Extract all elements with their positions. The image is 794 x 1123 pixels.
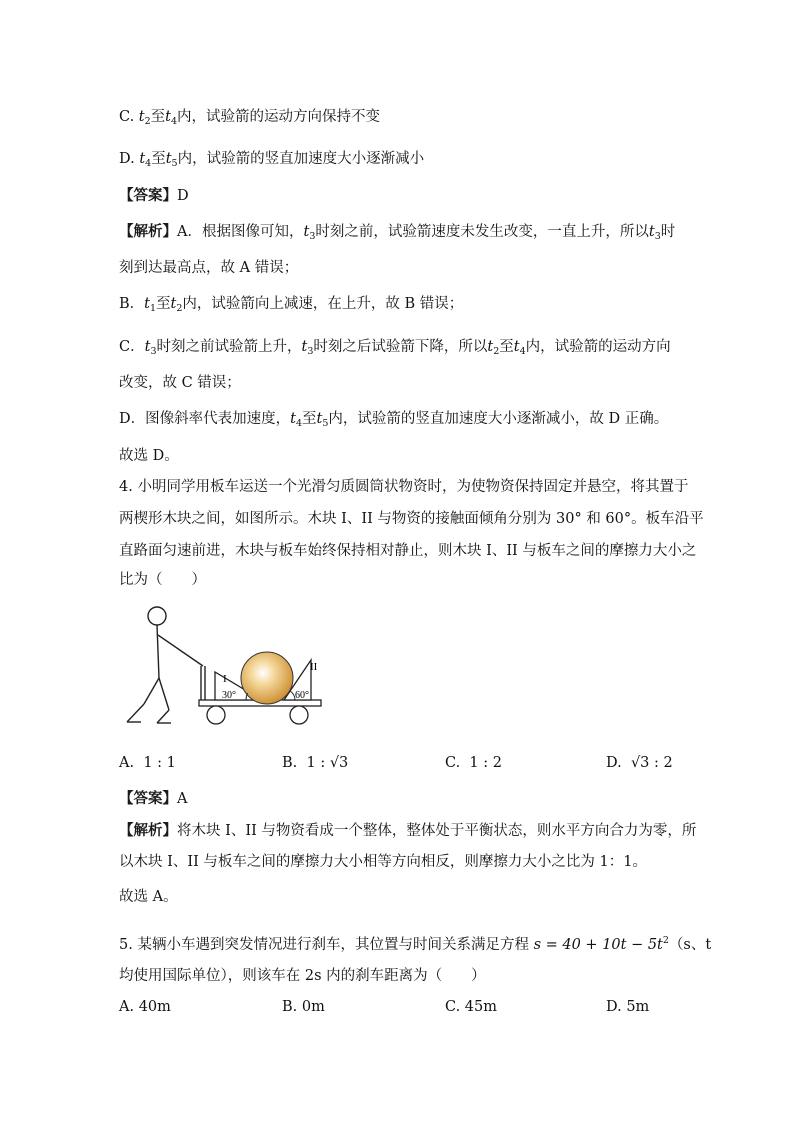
person-figure: [127, 607, 203, 723]
q5-stem-line2: 均使用国际单位），则该车在 2s 内的刹车距离为（ ）: [119, 968, 486, 984]
label-block-1: I: [223, 673, 227, 685]
q3-analysis-d: D．图像斜率代表加速度，$t_4$至$t_5$内，试验箭的竖直加速度大小逐渐减小，故 D 正确。: [119, 411, 669, 429]
q4-figure: [119, 600, 329, 740]
q4-analysis-line1: 【解析】将木块 I、II 与物资看成一个整体，整体处于平衡状态，则水平方向合力为零，所: [119, 822, 697, 839]
q4-stem-line4: 比为（ ）: [119, 572, 206, 588]
q4-option-c: C. 1 : 2: [445, 755, 502, 771]
answer-value: D: [177, 188, 189, 204]
label-angle-2: 60°: [295, 690, 309, 701]
q3-conclusion: 故选 D。: [119, 448, 179, 464]
wheel-right: [290, 706, 308, 724]
label-angle-1: 30°: [222, 690, 236, 701]
q4-stem-line3: 直路面匀速前进，木块与板车始终保持相对静止，则木块 I、II 与板车之间的摩擦力大小之: [119, 543, 697, 559]
q3-analysis-c-line2: 改变，故 C 错误；: [119, 375, 241, 391]
q5-option-a: A. 40m: [119, 999, 171, 1015]
q5-stem-line1: 5. 某辆小车遇到突发情况进行刹车，其位置与时间关系满足方程 $s = 40 + 10t - 5t^2(s$、t: [119, 935, 712, 953]
wheel-left: [207, 706, 225, 724]
answer-tag: 【答案】: [119, 187, 177, 204]
q3-option-d: D. $t_4$至$t_5$内，试验箭的竖直加速度大小逐渐减小: [119, 151, 425, 169]
q5-option-b: B. 0m: [282, 999, 325, 1015]
cart-diagram: [119, 600, 329, 740]
q4-analysis-line2: 以木块 I、II 与板车之间的摩擦力大小相等方向相反，则摩擦力大小之比为 1：1。: [119, 854, 647, 870]
q3-analysis-c-line1: C．$t_3$时刻之前试验箭上升，$t_3$时刻之后试验箭下降，所以$t_2$至$t_4$内，试验箭的运动方向: [119, 339, 671, 357]
q4-stem-line1: 4. 小明同学用板车运送一个光滑匀质圆筒状物资时，为使物资保持固定并悬空，将其置于: [119, 479, 689, 495]
q4-option-d: D. √3 : 2: [606, 755, 673, 771]
q3-analysis-a-line1: 【解析】A．根据图像可知，$t_3$时刻之前，试验箭速度未发生改变，一直上升，所以$t_3$时: [119, 223, 676, 242]
q3-answer: [119, 186, 189, 206]
q5-option-d: D. 5m: [606, 999, 650, 1015]
q4-option-b: B. 1 : √3: [282, 755, 349, 771]
q5-equation: s = 40 + 10t − 5t: [533, 937, 663, 953]
q4-stem-line2: 两楔形木块之间，如图所示。木块 I、II 与物资的接触面倾角分别为 30° 和 60°。板车沿平: [119, 511, 704, 527]
q3-option-c: C. $t_2$至$t_4$内，试验箭的运动方向保持不变: [119, 109, 381, 127]
q3-analysis-b: B．$t_1$至$t_2$内，试验箭向上减速，在上升，故 B 错误；: [119, 296, 464, 314]
cylinder-cargo: [241, 652, 293, 704]
q4-option-a: A. 1 : 1: [119, 755, 176, 771]
label-block-2: II: [310, 661, 318, 673]
q3-analysis-a-line2: 刻到达最高点，故 A 错误；: [119, 260, 299, 276]
cart-handle: [201, 666, 205, 704]
q5-option-c: C. 45m: [445, 999, 497, 1015]
q4-conclusion: 故选 A。: [119, 889, 178, 905]
q4-answer: 【答案】A: [119, 790, 188, 807]
